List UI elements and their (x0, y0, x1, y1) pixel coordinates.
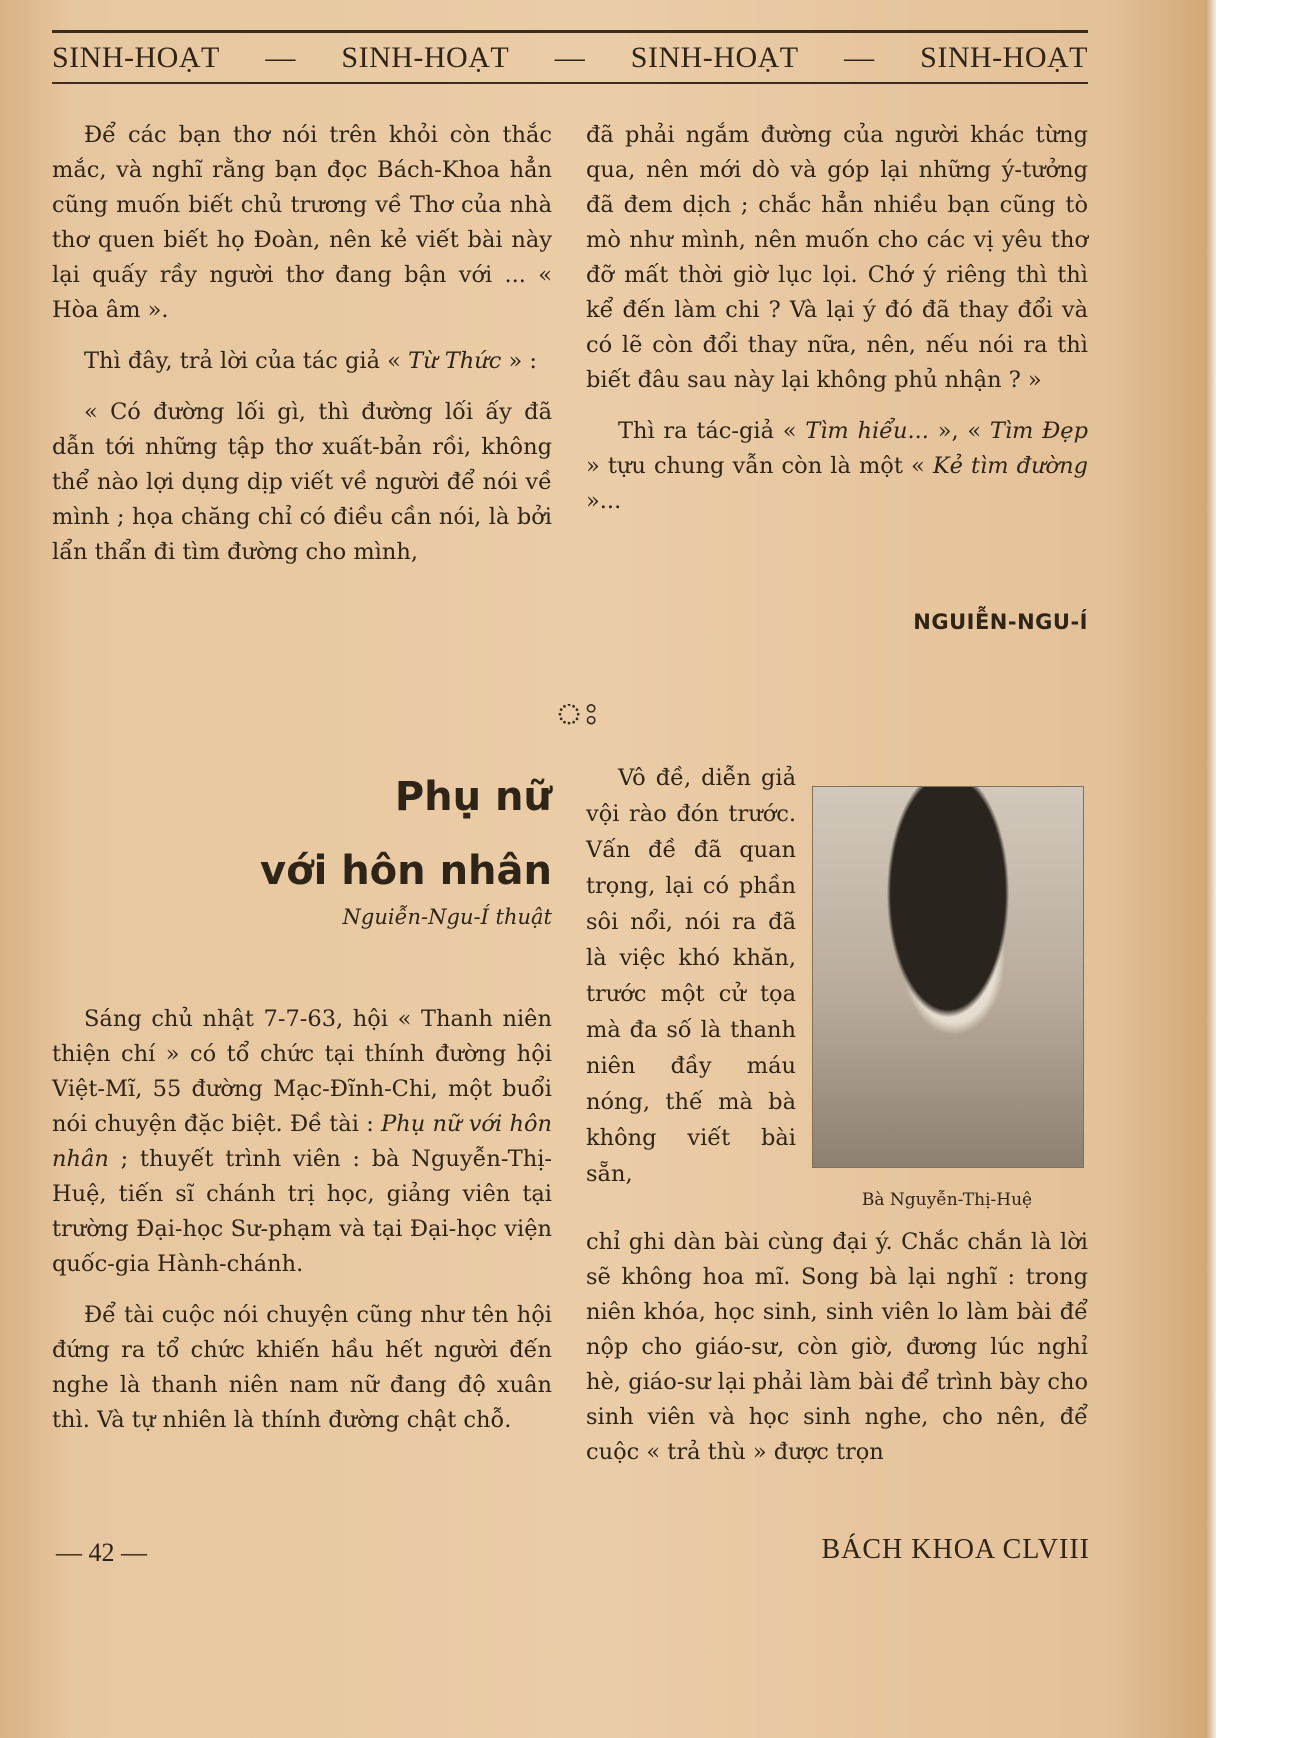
byline: Nguiễn-Ngu-Í thuật (342, 905, 552, 929)
top-right-column (586, 118, 1088, 535)
portrait-photo (812, 786, 1084, 1168)
paper-edge (1206, 0, 1216, 1738)
text: », « (928, 418, 990, 444)
italic-text: Phụ nữ với hôn nhân (52, 1111, 552, 1172)
author-signature: NGUIỄN-NGU-Í (913, 610, 1088, 634)
header-dash: — (844, 41, 875, 74)
header-dash: — (265, 41, 296, 74)
header-rule (52, 82, 1088, 84)
page-number: — 42 — (56, 1538, 147, 1567)
text: Thì đây, trả lời của tác giả « (84, 348, 409, 374)
text: ; thuyết trình viên : bà Nguyễn-Thị-Huệ, tiến sĩ chánh trị học, giảng viên tại trường Đại-học Sư-phạm và tại Đại-học viện quốc-gia Hành-chánh. (52, 1146, 552, 1277)
italic-text: Tìm hiểu... (805, 418, 929, 444)
paragraph: « Có đường lối gì, thì đường lối ấy đã dẫn tới những tập thơ xuất-bản rồi, không thể nào lợi dụng dịp viết về người để nói về mình ; họa chăng chỉ có điều cần nói, là bởi lẩn thẩn đi tìm đường cho mình, (52, 399, 552, 565)
paragraph (52, 344, 552, 379)
article-title (52, 760, 552, 908)
paragraph: chỉ ghi dàn bài cùng đại ý. Chắc chắn là lời sẽ không hoa mĩ. Song bà lại nghĩ : trong niên khóa, học sinh, sinh viên lo làm bài để nộp cho giáo-sư, còn giờ, đương lúc nghỉ hè, giáo-sư lại phải làm bài để trình bày cho sinh viên và học sinh nghe, cho nên, để cuộc « trả thù » được trọn (586, 1229, 1088, 1465)
italic-text: Kẻ tìm đường (932, 453, 1088, 479)
header-item: SINH-HOẠT (920, 41, 1088, 74)
running-header (52, 38, 1088, 78)
paragraph (586, 414, 1088, 519)
header-item: SINH-HOẠT (630, 41, 799, 74)
text: Sáng chủ nhật 7-7-63, hội « Thanh niên thiện chí » có tổ chức tại thính đường hội Việt-Mĩ, 55 đường Mạc-Đĩnh-Chi, một buổi nói chuyện đặc biệt. Đề tài : (52, 1006, 552, 1137)
bottom-right-column (586, 1225, 1088, 1486)
title-line: với hôn nhân (260, 848, 552, 894)
header-rule (52, 30, 1088, 33)
text: » : (501, 348, 538, 374)
section-ornament: ঃ (555, 697, 600, 732)
italic-text: Từ Thức (408, 348, 502, 374)
header-item: SINH-HOẠT (341, 41, 510, 74)
paragraph: đã phải ngắm đường của người khác từng qua, nên mới dò và góp lại những ý-tưởng đã đem dịch ; chắc hẳn nhiều bạn cũng tò mò như mình, nên muốn cho các vị yêu thơ đỡ mất thời giờ lục lọi. Chớ ý riêng thì thì kể đến làm chi ? Và lại ý đó đã thay đổi và có lẽ còn đổi thay nữa, nên, nếu nói ra thì biết đâu sau này lại không phủ nhận ? » (586, 122, 1088, 393)
title-line: Phụ nữ (394, 774, 552, 820)
publication-name: BÁCH KHOA CLVIII (821, 1534, 1090, 1565)
paragraph: Vô đề, diễn giả vội rào đón trước. Vấn đề đã quan trọng, lại có phần sôi nổi, nói ra đã là việc khó khăn, trước một cử tọa mà đa số là thanh niên đầy máu nóng, thế mà bà không viết bài sẵn, (586, 765, 796, 1187)
top-left-column (52, 118, 552, 586)
header-item: SINH-HOẠT (52, 41, 220, 74)
paragraph (52, 1002, 552, 1282)
bottom-left-column (52, 1002, 552, 1454)
text: »... (586, 488, 622, 514)
header-dash: — (554, 41, 586, 74)
photo-caption: Bà Nguyễn-Thị-Huệ (861, 1190, 1033, 1210)
paragraph: Để các bạn thơ nói trên khỏi còn thắc mắc, và nghĩ rằng bạn đọc Bách-Khoa hẳn cũng muốn biết chủ trương về Thơ của nhà thơ quen biết họ Đoàn, nên kẻ viết bài này lại quấy rầy người thơ đang bận với ... « Hòa âm ». (52, 122, 552, 323)
italic-text: Tìm Đẹp (989, 418, 1088, 444)
text: » tựu chung vẫn còn là một « (586, 453, 933, 479)
photo-wrap-column (586, 760, 796, 1192)
paragraph: Để tài cuộc nói chuyện cũng như tên hội đứng ra tổ chức khiến hầu hết người đến nghe là thanh niên nam nữ đang độ xuân thì. Và tự nhiên là thính đường chật chỗ. (52, 1302, 552, 1433)
text: Thì ra tác-giả « (618, 418, 806, 444)
